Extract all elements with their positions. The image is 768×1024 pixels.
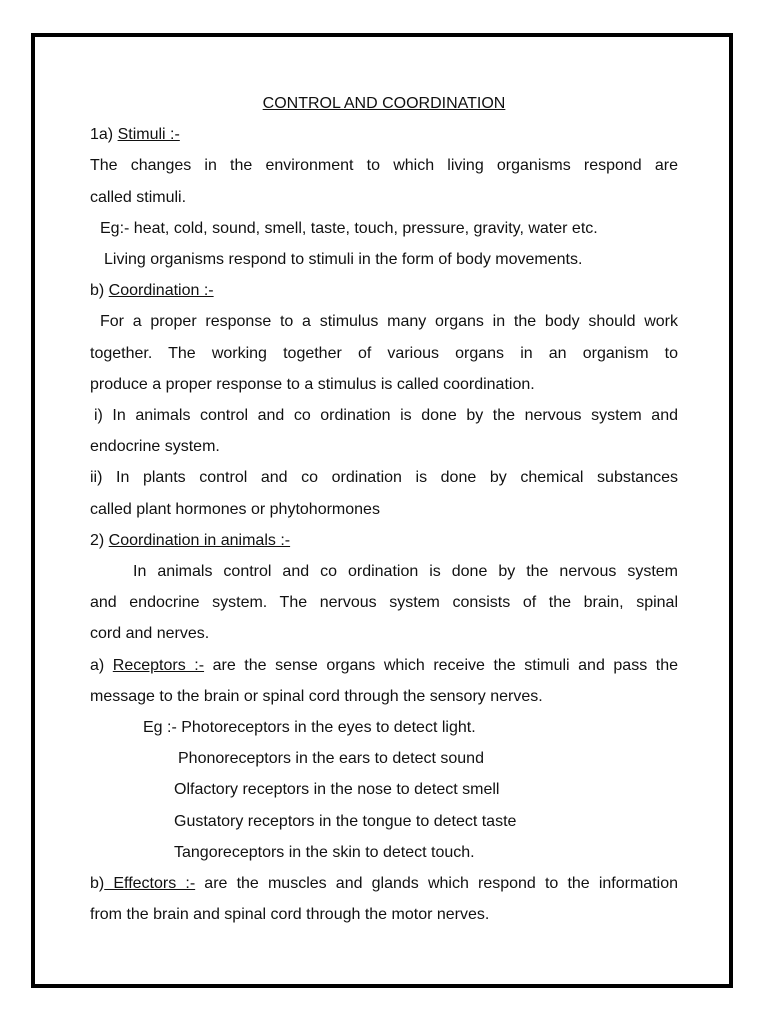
coordination-para-line-3: produce a proper response to a stimulus is called coordination. [90, 375, 535, 393]
effectors-definition: are the muscles and glands which respond to the information [195, 875, 678, 893]
coordination-para-line-1: For a proper response to a stimulus many organs in the body should work [100, 313, 678, 331]
receptor-example-4: Gustatory receptors in the tongue to detect taste [174, 812, 517, 830]
animals-para-line-1: In animals control and co ordination is done by the nervous system [133, 563, 678, 581]
receptor-example-3: Olfactory receptors in the nose to detect smell [174, 781, 500, 799]
coordination-point-ii-line-1: ii) In plants control and co ordination is done by chemical substances [90, 469, 678, 487]
receptors-definition: are the sense organs which receive the stimuli and pass the [204, 656, 679, 674]
section-number: 1a) [90, 126, 118, 144]
stimuli-response: Living organisms respond to stimuli in the form of body movements. [104, 251, 583, 269]
stimuli-definition-line-1: The changes in the environment to which living organisms respond are [90, 157, 678, 175]
receptors-line-2: message to the brain or spinal cord through the sensory nerves. [90, 687, 543, 705]
receptor-example-5: Tangoreceptors in the skin to detect touch. [174, 843, 475, 861]
heading-text: Stimuli :- [117, 126, 180, 144]
heading-text: Effectors :- [104, 875, 196, 893]
section-number: b) [90, 282, 109, 300]
animals-para-line-3: cord and nerves. [90, 625, 210, 643]
effectors-line-2: from the brain and spinal cord through the motor nerves. [90, 906, 490, 924]
document-body [90, 88, 678, 930]
section-coordination-heading [90, 275, 678, 306]
effectors-line-1 [90, 868, 678, 899]
coordination-point-ii-line-2: called plant hormones or phytohormones [90, 500, 380, 518]
heading-text: Receptors :- [112, 656, 205, 674]
section-number: 2) [90, 531, 109, 549]
stimuli-examples: Eg:- heat, cold, sound, smell, taste, touch, pressure, gravity, water etc. [100, 219, 598, 237]
receptors-line-1 [90, 650, 678, 681]
section-number: a) [90, 656, 113, 674]
coordination-point-i-line-2: endocrine system. [90, 438, 220, 456]
section-number: b) [90, 875, 105, 893]
coordination-para-line-2: together. The working together of various organs in an organism to [90, 344, 678, 362]
heading-text: Coordination :- [108, 282, 214, 300]
coordination-point-i-line-1: i) In animals control and co ordination is done by the nervous system and [94, 407, 678, 425]
stimuli-definition-line-2: called stimuli. [90, 188, 187, 206]
receptor-example-2: Phonoreceptors in the ears to detect sound [178, 750, 484, 768]
document-title: CONTROL AND COORDINATION [262, 95, 506, 112]
receptor-example-1: Eg :- Photoreceptors in the eyes to detect light. [143, 719, 476, 737]
animals-para-line-2: and endocrine system. The nervous system consists of the brain, spinal [90, 594, 678, 612]
heading-text: Coordination in animals :- [108, 531, 291, 549]
section-stimuli-heading [90, 119, 678, 150]
section-animals-heading [90, 525, 678, 556]
